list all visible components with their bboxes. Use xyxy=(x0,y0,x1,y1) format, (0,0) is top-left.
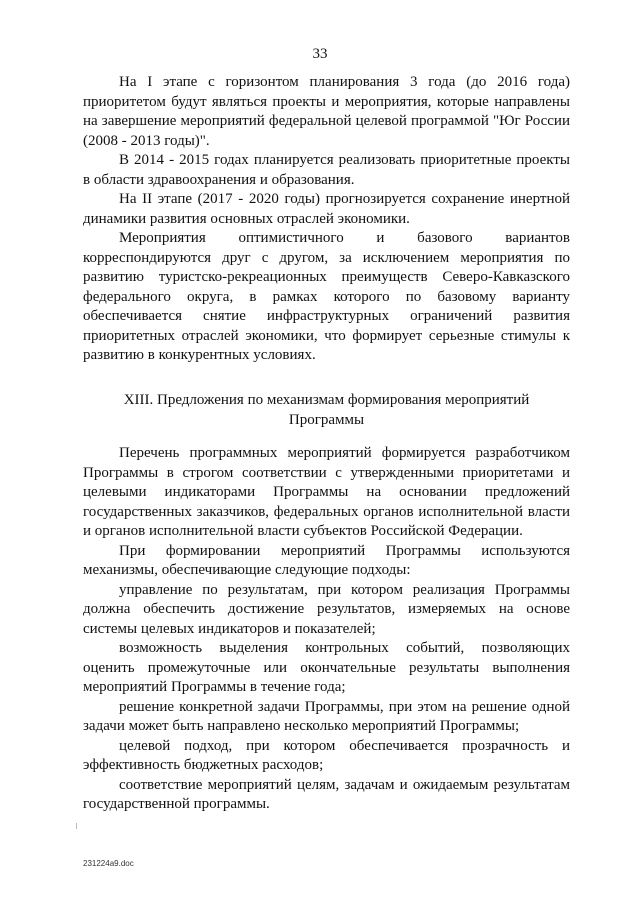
footer-file-code: 231224a9.doc xyxy=(83,859,134,868)
top-text-block xyxy=(83,73,570,366)
bottom-text-block xyxy=(83,444,570,815)
paragraph-list-of-measures: Перечень программных мероприятий формируется разработчиком Программы в строгом соответствии с утвержденными приоритетами и целевыми индикаторами Программы на основании предложений государственных заказчиков, федеральных органов исполнительной власти и органов исполнительной власти субъектов Российской Федерации. xyxy=(83,445,570,539)
section-heading xyxy=(83,391,570,430)
paragraph-target-approach: целевой подход, при котором обеспечивается прозрачность и эффективность бюджетных расходов; xyxy=(83,737,570,773)
paragraph-stage-one: На I этапе с горизонтом планирования 3 года (до 2016 года) приоритетом будут являться проекты и мероприятия, которые направлены на завершение мероприятий федеральной целевой программой "Юг России (2008 - 2013 годы)". xyxy=(83,74,570,149)
paragraph-goals-alignment: соответствие мероприятий целям, задачам и ожидаемым результатам государственной программы. xyxy=(83,776,570,812)
paragraph-variants: Мероприятия оптимистичного и базового вариантов корреспондируются друг с другом, за исключением мероприятия по развитию туристско-рекреационных преимуществ Северо-Кавказского федерального округа, в рамках которого по базовому варианту обеспечивается снятие инфраструктурных ограничений развития приоритетных отраслей экономики, что формирует серьезные стимулы к развитию в конкурентных условиях. xyxy=(83,230,570,363)
paragraph-control-events: возможность выделения контрольных событий, позволяющих оценить промежуточные или окончательные результаты выполнения мероприятий Программы в течение года; xyxy=(83,640,570,695)
paragraph-mechanisms: При формировании мероприятий Программы используются механизмы, обеспечивающие следующие подходы: xyxy=(83,542,570,578)
paragraph-stage-two: На II этапе (2017 - 2020 годы) прогнозируется сохранение инертной динамики развития основных отраслей экономики. xyxy=(83,191,570,227)
section-heading-line2: Программы xyxy=(288,411,365,428)
paragraph-results-management: управление по результатам, при котором реализация Программы должна обеспечить достижение результатов, измеряемых на основе системы целевых индикаторов и показателей; xyxy=(83,581,570,637)
page-number: 33 xyxy=(312,46,328,62)
margin-mark xyxy=(76,823,77,829)
paragraph-specific-task: решение конкретной задачи Программы, при этом на решение одной задачи может быть направлено несколько мероприятий Программы; xyxy=(83,698,570,734)
section-heading-line1: XIII. Предложения по механизмам формирования мероприятий xyxy=(123,392,530,408)
paragraph-2014-2015: В 2014 - 2015 годах планируется реализовать приоритетные проекты в области здравоохранения и образования. xyxy=(83,152,570,188)
